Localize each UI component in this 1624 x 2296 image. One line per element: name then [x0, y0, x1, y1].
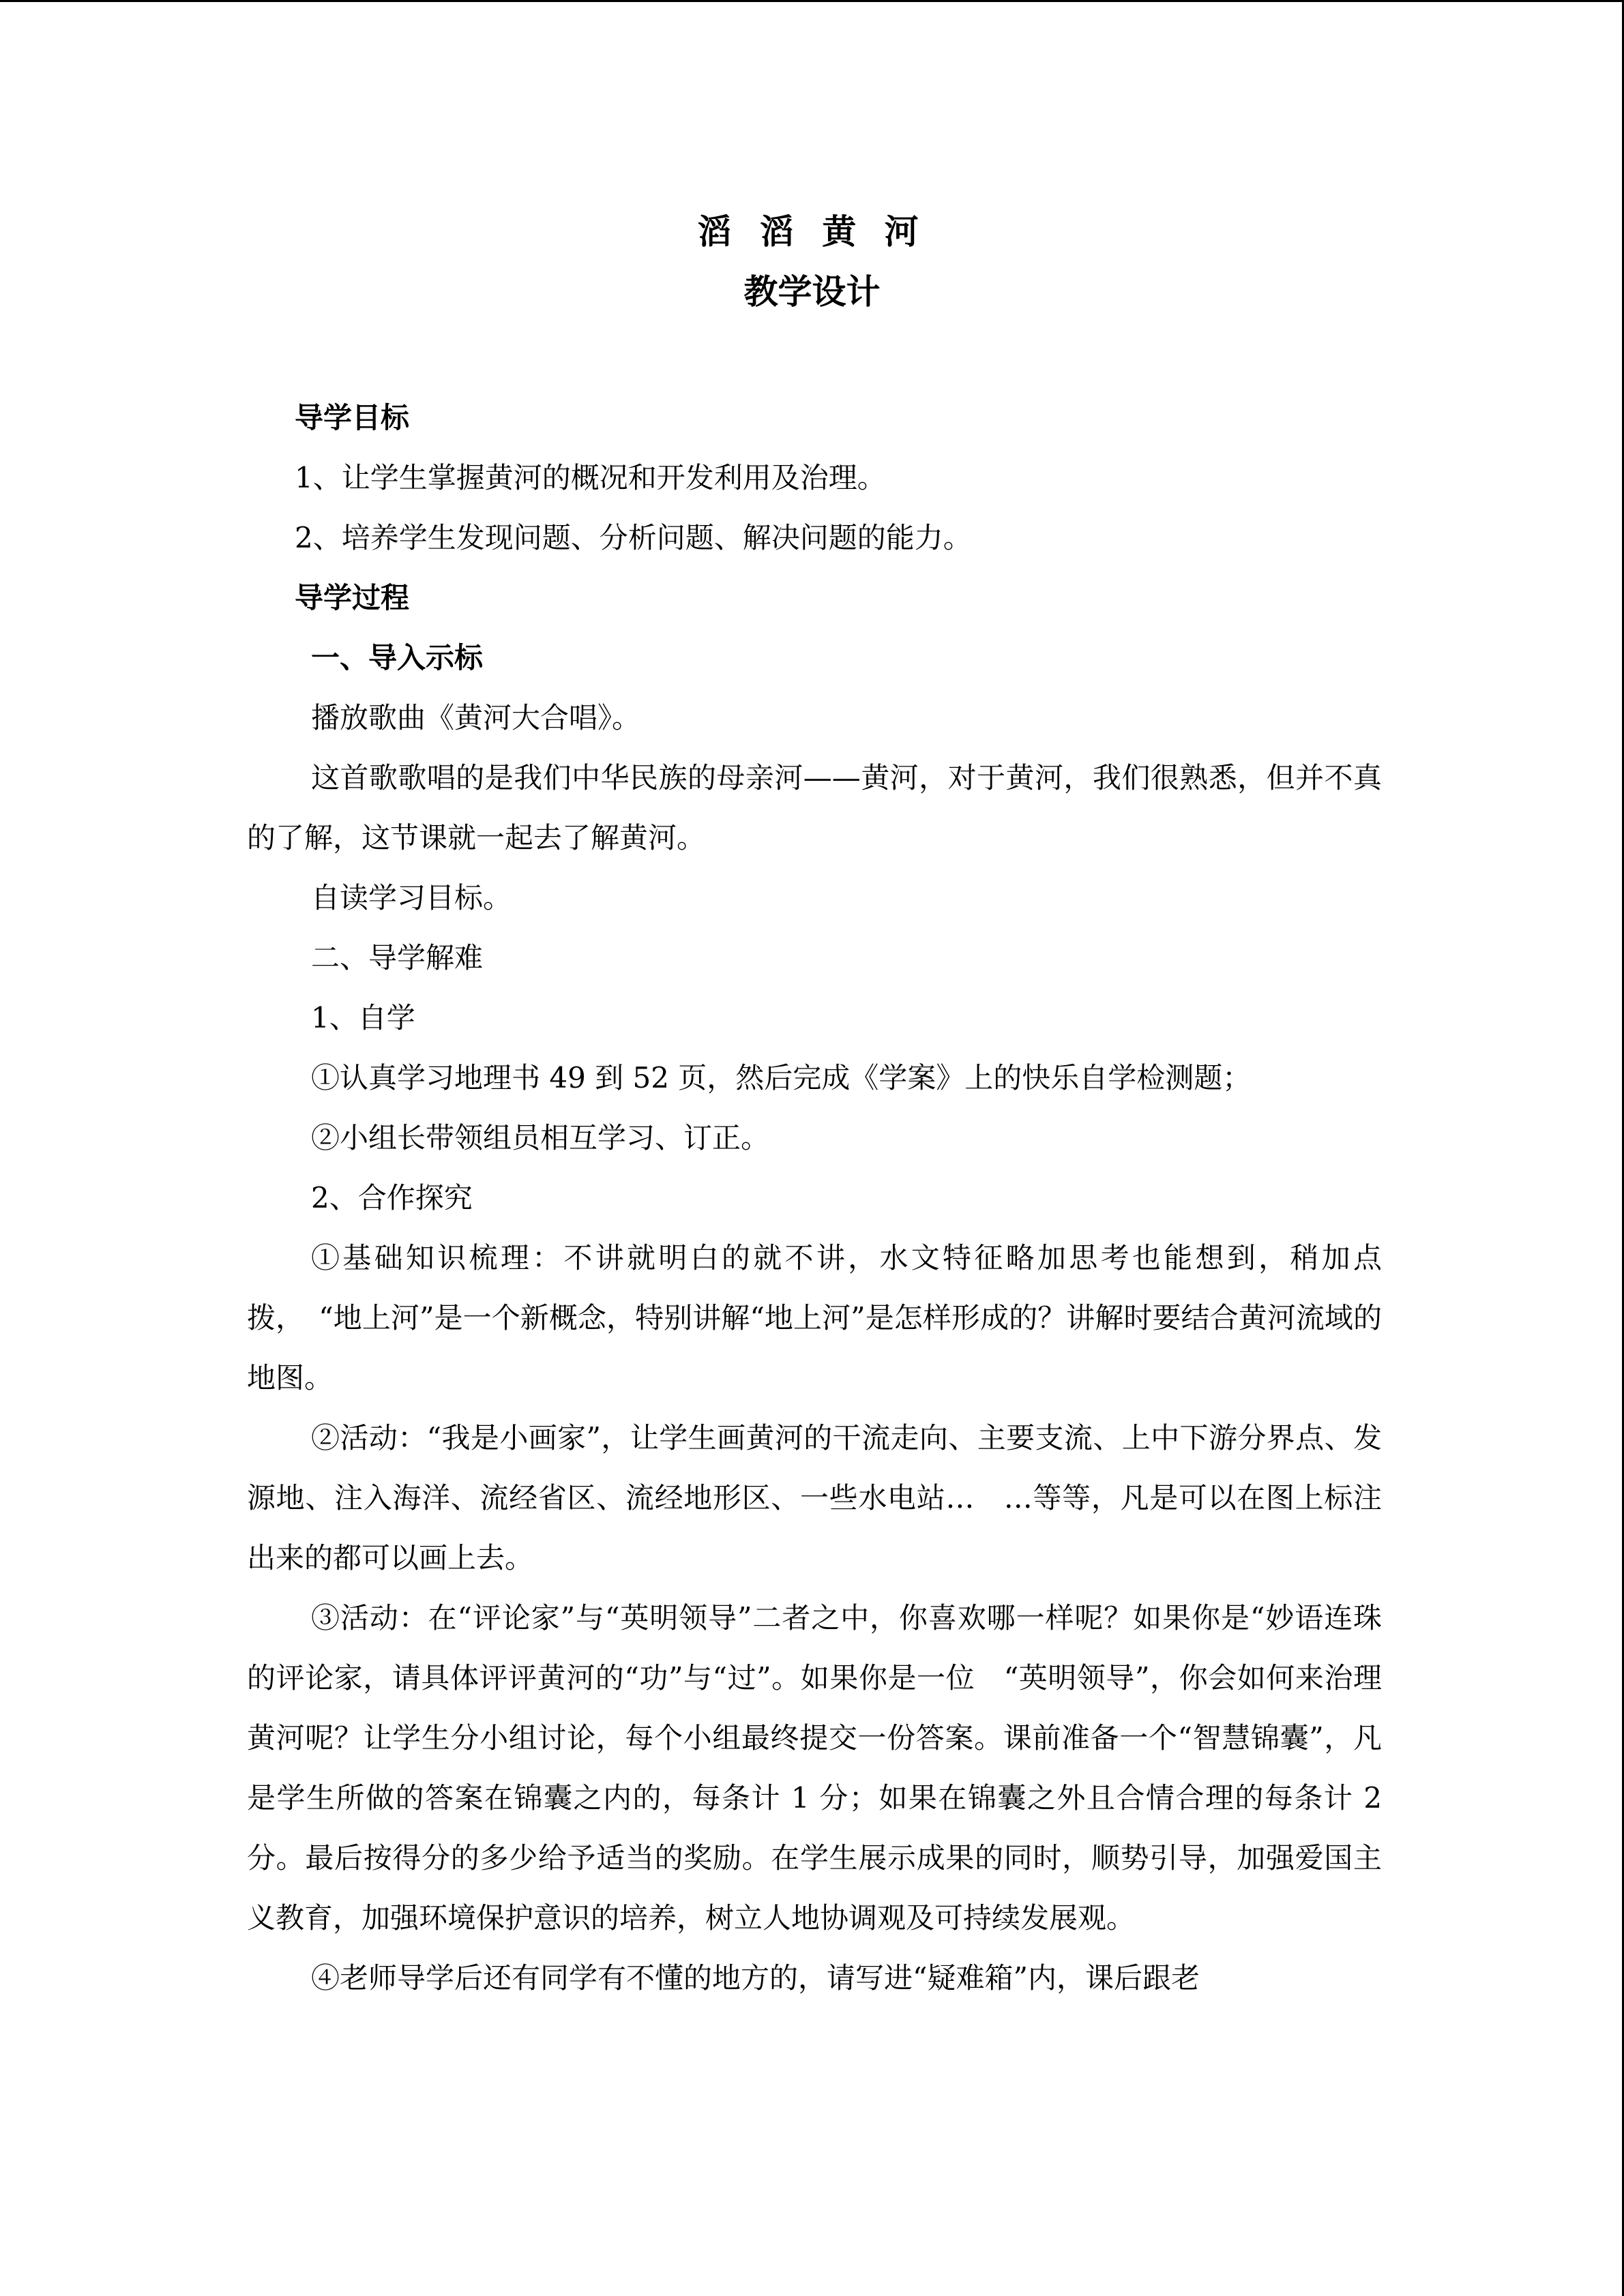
cooperation-item-2: ②活动：“我是小画家”，让学生画黄河的干流走向、主要支流、上中下游分界点、发源地、注入海洋、流经省区、流经地形区、一些水电站… …等等，凡是可以在图上标注出来的都可以画上去。 — [247, 1421, 1382, 1575]
cooperation-item-1: ①基础知识梳理：不讲就明白的就不讲，水文特征略加思考也能想到，稍加点拨， “地上河”是一个新概念，特别讲解“地上河”是怎样形成的？讲解时要结合黄河流域的地图。 — [247, 1241, 1382, 1395]
part1-paragraph-2: 这首歌歌唱的是我们中华民族的母亲河——黄河，对于黄河，我们很熟悉，但并不真的了解，这节课就一起去了解黄河。 — [247, 761, 1382, 854]
part1-paragraph-3: 自读学习目标。 — [311, 881, 512, 914]
document-title: 滔 滔 黄 河 — [697, 212, 927, 252]
self-study-item-1: ①认真学习地理书 49 到 52 页，然后完成《学案》上的快乐自学检测题； — [311, 1061, 1252, 1094]
self-study-item-2: ②小组长带领组员相互学习、订正。 — [311, 1121, 770, 1154]
document-body — [247, 388, 1382, 2008]
part1-heading: 一、导入示标 — [311, 641, 484, 674]
self-study-heading: 1、自学 — [311, 1001, 415, 1034]
goal-item-1: 1、让学生掌握黄河的概况和开发利用及治理。 — [295, 461, 886, 494]
cooperation-item-3: ③活动：在“评论家”与“英明领导”二者之中，你喜欢哪一样呢？如果你是“妙语连珠的评论家，请具体评评黄河的“功”与“过”。如果你是一位 “英明领导”，你会如何来治理黄河呢？让学生分小组讨论，每个小组最终提交一份答案。课前准备一个“智慧锦囊”，凡是学生所做的答案在锦囊之内的，每条计 1 分；如果在锦囊之外且合情合理的每条计 2 分。最后按得分的多少给予适当的奖励。在学生展示成果的同时，顺势引导，加强爱国主义教育，加强环境保护意识的培养，树立人地协调观及可持续发展观。 — [247, 1601, 1382, 1935]
process-heading: 导学过程 — [295, 581, 410, 614]
goals-heading: 导学目标 — [295, 401, 410, 434]
part2-heading: 二、导学解难 — [311, 941, 484, 974]
cooperation-heading: 2、合作探究 — [311, 1181, 473, 1214]
document-subtitle: 教学设计 — [743, 272, 881, 312]
goal-item-2: 2、培养学生发现问题、分析问题、解决问题的能力。 — [295, 521, 972, 554]
part1-paragraph-1: 播放歌曲《黄河大合唱》。 — [311, 701, 641, 734]
cooperation-item-4: ④老师导学后还有同学有不懂的地方的，请写进“疑难箱”内，课后跟老 — [311, 1961, 1200, 1995]
